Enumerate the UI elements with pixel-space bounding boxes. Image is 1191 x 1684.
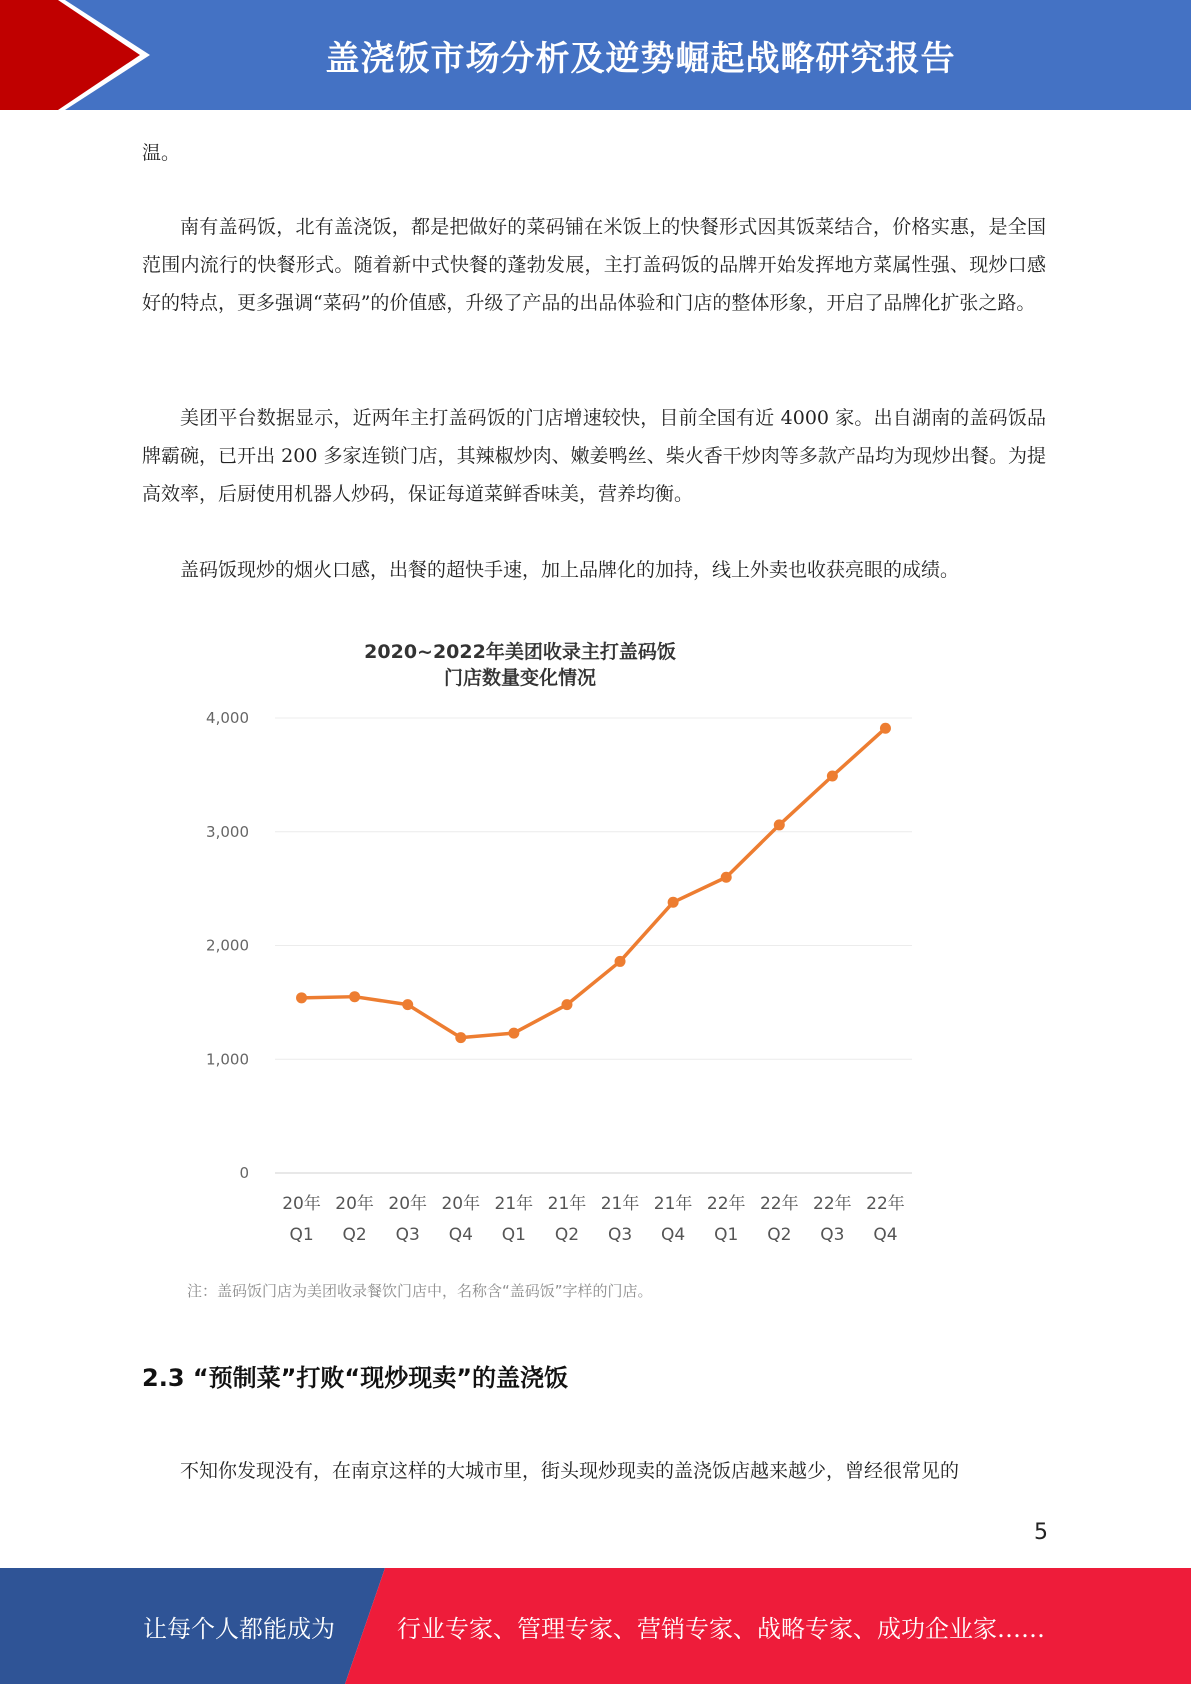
x-tick-label-year: 20年 [441,1194,481,1214]
data-point [615,956,626,967]
y-tick-label: 2,000 [206,936,249,955]
y-tick-label: 1,000 [206,1050,249,1069]
data-point [721,872,732,883]
x-tick-label-quarter: Q1 [289,1225,314,1245]
data-point [296,992,307,1003]
x-tick-label-quarter: Q4 [873,1225,898,1245]
chart-title-line1: 2020~2022年美团收录主打盖码饭 [364,641,676,663]
x-tick-label-quarter: Q2 [342,1225,367,1245]
data-point [402,999,413,1010]
paragraph-meituan-data: 美团平台数据显示，近两年主打盖码饭的门店增速较快，目前全国有近 4000 家。出自湖南的盖码饭品牌霸碗，已开出 200 多家连锁门店，其辣椒炒肉、嫩姜鸭丝、柴火香干炒肉等多款产品均为现炒出餐。为提高效率，后厨使用机器人炒码，保证每道菜鲜香味美，营养均衡。 [142,407,1046,505]
x-tick-label-quarter: Q4 [448,1225,473,1245]
chart-note: 注：盖码饭门店为美团收录餐饮门店中，名称含“盖码饭”字样的门店。 [187,1282,653,1300]
paragraph-section-intro: 不知你发现没有，在南京这样的大城市里，街头现炒现卖的盖浇饭店越来越少，曾经很常见的 [180,1460,960,1482]
y-tick-label: 4,000 [206,709,249,727]
paragraph-gaimafan-intro: 南有盖码饭，北有盖浇饭，都是把做好的菜码铺在米饭上的快餐形式因其饭菜结合，价格实惠，是全国范围内流行的快餐形式。随着新中式快餐的蓬勃发展，主打盖码饭的品牌开始发挥地方菜属性强、现炒口感好的特点，更多强调“菜码”的价值感，升级了产品的出品体验和门店的整体形象，开启了品牌化扩张之路。 [142,216,1046,314]
x-tick-label-quarter: Q2 [767,1225,792,1245]
x-tick-label-quarter: Q2 [554,1225,580,1245]
x-tick-label-year: 22年 [866,1194,905,1214]
data-point [880,723,891,734]
x-tick-label-quarter: Q1 [714,1225,739,1245]
x-tick-label-quarter: Q3 [607,1225,633,1245]
x-tick-label-year: 22年 [759,1194,799,1214]
data-point [508,1028,519,1039]
x-tick-label-year: 20年 [282,1194,321,1214]
x-tick-label-quarter: Q1 [501,1225,526,1245]
data-point [561,999,572,1010]
x-tick-label-year: 22年 [706,1194,746,1214]
section-heading: 2.3 “预制菜”打败“现炒现卖”的盖浇饭 [142,1364,568,1392]
footer-slogan-left: 让每个人都能成为 [143,1614,335,1643]
header-banner [0,0,1191,110]
x-tick-label-year: 21年 [600,1194,640,1214]
footer-slogan-right: 行业专家、管理专家、营销专家、战略专家、成功企业家…… [397,1614,1045,1643]
data-point [774,819,785,830]
chart-plot [170,620,930,1260]
x-tick-label-year: 22年 [813,1194,852,1214]
y-tick-label: 3,000 [206,822,249,841]
report-title: 盖浇饭市场分析及逆势崛起战略研究报告 [325,38,956,79]
data-point [349,991,360,1002]
x-tick-label-year: 20年 [388,1194,428,1214]
series-line [302,728,886,1037]
footer-banner [0,1568,1191,1684]
page-number: 5 [1034,1520,1048,1545]
x-tick-label-quarter: Q3 [820,1225,845,1245]
x-tick-label-year: 21年 [547,1194,587,1214]
x-tick-label-year: 21年 [494,1194,534,1214]
chart-title-line2: 门店数量变化情况 [443,667,596,689]
store-count-line-chart [170,620,930,1310]
x-tick-label-quarter: Q4 [661,1225,686,1245]
data-point [668,897,679,908]
x-tick-label-year: 21年 [653,1194,693,1214]
data-point [827,771,838,782]
paragraph-continued: 温。 [142,142,181,164]
x-tick-label-year: 20年 [335,1194,374,1214]
y-tick-label: 0 [239,1164,249,1182]
paragraph-delivery: 盖码饭现炒的烟火口感，出餐的超快手速，加上品牌化的加持，线上外卖也收获亮眼的成绩。 [180,559,960,581]
x-tick-label-quarter: Q3 [395,1225,420,1245]
data-point [455,1032,466,1043]
